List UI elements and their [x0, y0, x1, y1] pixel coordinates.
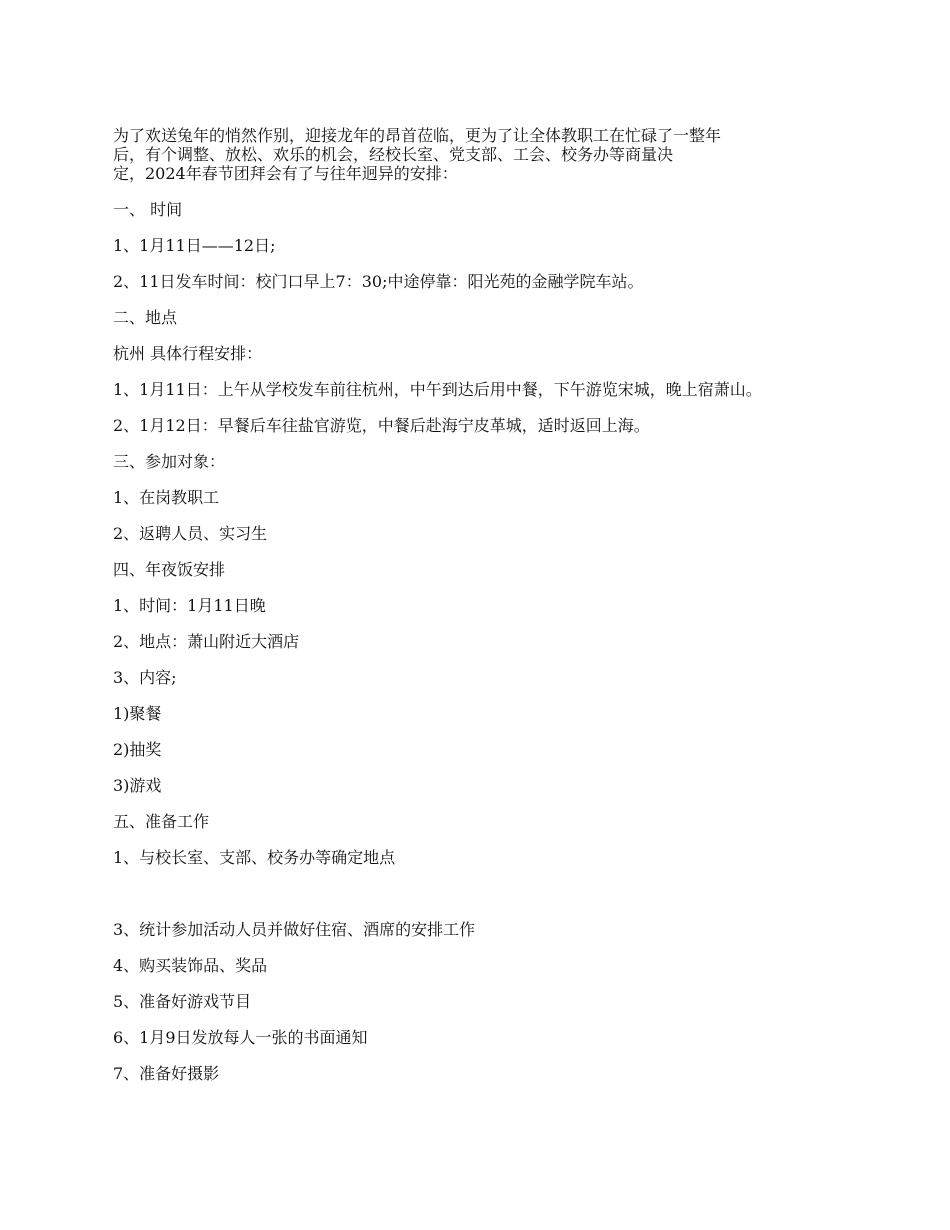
dinner-item-time: 1、时间：1月11日晚	[113, 596, 266, 615]
dinner-item-content: 3、内容;	[113, 668, 177, 687]
itinerary-day-1: 1、1月11日：上午从学校发车前往杭州，中午到达后用中餐，下午游览宋城，晚上宿萧山。	[113, 380, 762, 399]
section-heading-location: 二、地点	[113, 308, 178, 327]
preparation-item-3: 3、统计参加活动人员并做好住宿、酒席的安排工作	[113, 920, 476, 939]
dinner-content-meal: 1)聚餐	[113, 704, 162, 723]
intro-paragraph	[113, 126, 838, 183]
section-heading-time: 一、 时间	[113, 200, 183, 219]
preparation-item-6: 6、1月9日发放每人一张的书面通知	[113, 1028, 368, 1047]
participants-item-staff: 1、在岗教职工	[113, 488, 220, 507]
section-heading-dinner: 四、年夜饭安排	[113, 560, 226, 579]
time-item-departure: 2、11日发车时间：校门口早上7：30;中途停靠：阳光苑的金融学院车站。	[113, 272, 644, 291]
participants-item-rehired: 2、返聘人员、实习生	[113, 524, 268, 543]
dinner-item-location: 2、地点：萧山附近大酒店	[113, 632, 300, 651]
section-heading-participants: 三、参加对象：	[113, 452, 226, 471]
itinerary-day-2: 2、1月12日：早餐后车往盐官游览，中餐后赴海宁皮革城，适时返回上海。	[113, 416, 650, 435]
intro-line: 后，有个调整、放松、欢乐的机会，经校长室、党支部、工会、校务办等商量决	[113, 145, 674, 164]
time-item-date: 1、1月11日——12日;	[113, 236, 276, 255]
dinner-content-games: 3)游戏	[113, 776, 162, 795]
document-body	[113, 126, 838, 1100]
section-heading-preparation: 五、准备工作	[113, 812, 210, 831]
preparation-item-4: 4、购买装饰品、奖品	[113, 956, 268, 975]
preparation-item-5: 5、准备好游戏节目	[113, 992, 252, 1011]
dinner-content-lottery: 2)抽奖	[113, 740, 162, 759]
intro-line: 为了欢送兔年的悄然作别，迎接龙年的昂首莅临，更为了让全体教职工在忙碌了一整年	[113, 126, 722, 145]
preparation-item-7: 7、准备好摄影	[113, 1064, 220, 1083]
blank-line	[113, 884, 838, 920]
intro-line: 定，2024年春节团拜会有了与往年迥异的安排：	[113, 164, 458, 183]
itinerary-heading: 杭州 具体行程安排：	[113, 344, 263, 363]
preparation-item-1: 1、与校长室、支部、校务办等确定地点	[113, 848, 396, 867]
